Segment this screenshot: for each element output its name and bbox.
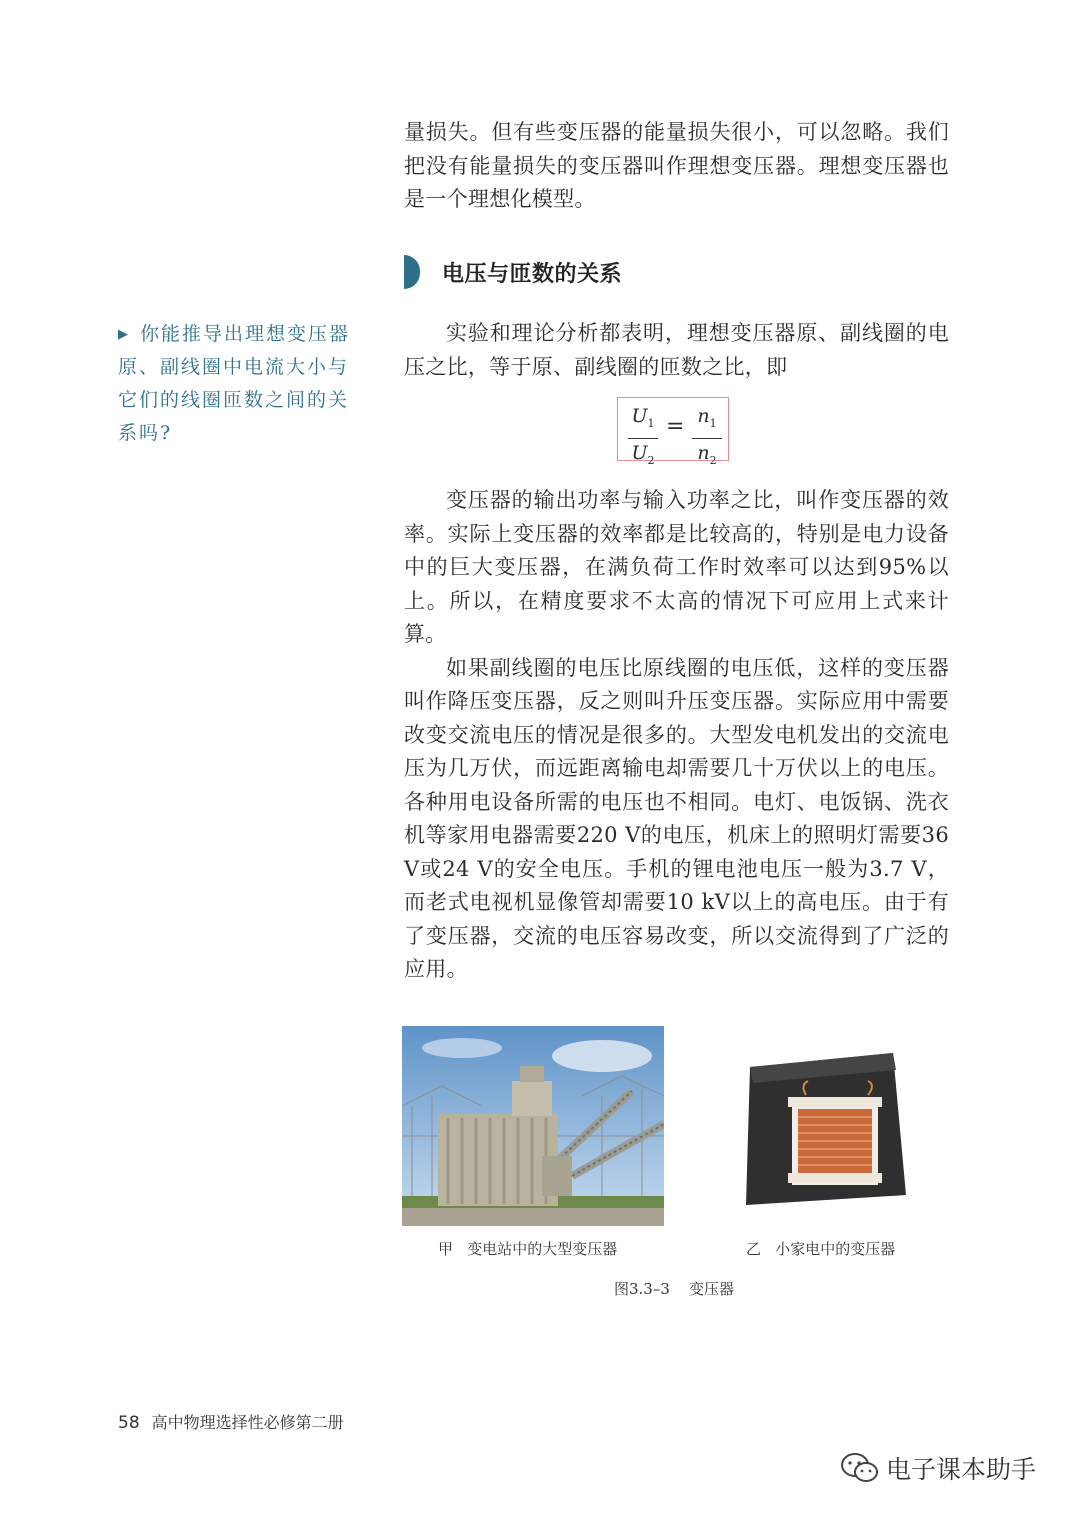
numerator-symbol: U [631,405,648,427]
photo-b-caption: 乙 小家电中的变压器 [746,1240,896,1258]
voltage-fraction [626,404,660,473]
watermark [840,1450,1036,1486]
section-heading [404,254,622,290]
small-transformer-photo [728,1045,918,1210]
numerator-subscript: 1 [709,416,717,430]
efficiency-paragraph: 变压器的输出功率与输入功率之比，叫作变压器的效率。实际上变压器的效率都是比较高的，特别是电力设备中的巨大变压器，在满负荷工作时效率可以达到95%以上。所以，在精度要求不太高的情况下可应用上式来计算。 [404,488,949,646]
intro-paragraph [404,116,949,217]
denominator-symbol: n [697,441,710,464]
book-title: 高中物理选择性必修第二册 [151,1413,344,1432]
paragraph-voltage-ratio [404,317,949,384]
formula-box [617,397,729,467]
page-number: 58 [118,1413,140,1433]
sidebar-question [118,318,368,450]
wechat-icon [840,1451,880,1485]
denominator-symbol: U [631,441,648,464]
triangle-bullet-icon: ▶ [118,327,130,342]
substation-transformer-photo [402,1026,664,1226]
denominator-subscript: 2 [709,453,717,467]
section-title: 电压与匝数的关系 [442,261,623,287]
page-footer [118,1410,344,1433]
body-paragraphs [404,484,949,987]
numerator-subscript: 1 [647,416,655,430]
paragraph-text: 实验和理论分析都表明，理想变压器原、副线圈的电压之比，等于原、副线圈的匝数之比，即 [404,321,949,379]
step-up-down-paragraph: 如果副线圈的电压比原线圈的电压低，这样的变压器叫作降压变压器，反之则叫升压变压器。实际应用中需要改变交流电压的情况是很多的。大型发电机发出的交流电压为几万伏，而远距离输电却需要几十万伏以上的电压。各种用电设备所需的电压也不相同。电灯、电饭锅、洗衣机等家用电器需要220 V的电压，机床上的照明灯需要36 V或24 V的安全电压。手机的锂电池电压一般为3.7 V，而老式电视机显像管却需要10 kV以上的高电压。由于有了变压器，交流的电压容易改变，所以交流得到了广泛的应用。 [404,655,949,981]
figure-caption: 图3.3–3 变压器 [614,1280,734,1298]
intro-text: 量损失。但有些变压器的能量损失很小，可以忽略。我们把没有能量损失的变压器叫作理想变压器。理想变压器也是一个理想化模型。 [404,120,949,211]
numerator-symbol: n [697,405,710,427]
denominator-subscript: 2 [647,453,655,467]
photo-a-caption: 甲 变电站中的大型变压器 [438,1240,618,1258]
turns-fraction [690,404,724,473]
fraction-line [692,438,722,439]
watermark-text: 电子课本助手 [886,1455,1037,1484]
heading-marker [404,255,420,289]
equals-sign: = [666,414,685,439]
sidebar-question-text: 你能推导出理想变压器原、副线圈中电流大小与它们的线圈匝数之间的关系吗? [118,323,351,444]
fraction-line [628,438,658,439]
